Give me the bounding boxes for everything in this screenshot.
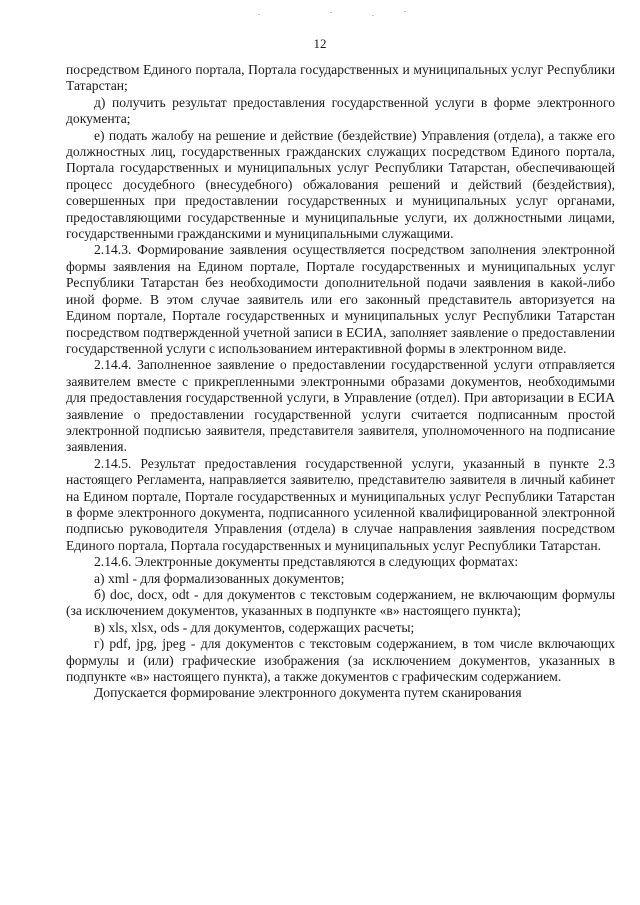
paragraph-continuation: посредством Единого портала, Портала государственных и муниципальных услуг Республики Татарстан;	[66, 62, 615, 94]
document-body	[66, 62, 615, 702]
format-item-v: в) xls, xlsx, ods - для документов, содержащих расчеты;	[94, 619, 415, 635]
paragraph-2-14-6: 2.14.6. Электронные документы представляются в следующих форматах:	[94, 554, 519, 570]
scan-artifact	[372, 15, 374, 16]
paragraph-scanning: Допускается формирование электронного документа путем сканирования	[94, 685, 522, 701]
scan-artifact	[330, 12, 332, 13]
paragraph-item-e: е) подать жалобу на решение и действие (бездействие) Управления (отдела), а также его должностных лиц, государственных гражданских служащих посредством Единого портала, Портала государственных и муниципальных услуг Республики Татарстан, обеспечивающей процесс досудебного (внесудебного) обжалования решений и действий (бездействия), совершенных при предоставлении государственных и муниципальных услуг органами, предоставляющими государственные и муниципальные услуги, их должностными лицами, государственными гражданскими и муниципальными служащими.	[66, 127, 615, 242]
paragraph-2-14-4: 2.14.4. Заполненное заявление о предоставлении государственной услуги отправляется заявителем вместе с прикрепленными электронными образами документов, необходимыми для предоставления государственной услуги, в Управление (отдел). При авторизации в ЕСИА заявление о предоставлении государственной услуги считается подписанным простой электронной подписью заявителя, представителя заявителя, уполномоченного на подписание заявления.	[66, 357, 615, 455]
paragraph-item-d: д) получить результат предоставления государственной услуги в форме электронного документа;	[66, 94, 615, 127]
format-item-g: г) pdf, jpg, jpeg - для документов с текстовым содержанием, в том числе включающих формулы и (или) графические изображения (за исключением документов, указанных в подпункте «в» настоящего пункта), а также документов с графическим содержанием.	[66, 636, 615, 685]
paragraph-2-14-5: 2.14.5. Результат предоставления государственной услуги, указанный в пункте 2.3 настоящего Регламента, направляется заявителю, представителю заявителя в личный кабинет на Едином портале, Портале государственных и муниципальных услуг Республики Татарстан в форме электронного документа, подписанного усиленной квалифицированной электронной подписью руководителя Управления (отдела) в случае направления заявления посредством Единого портала, Портала государственных и муниципальных услуг Республики Татарстан.	[66, 455, 615, 553]
format-item-b: б) doc, docx, odt - для документов с текстовым содержанием, не включающим формулы (за исключением документов, указанных в подпункте «в» настоящего пункта);	[66, 587, 615, 619]
format-item-a: а) xml - для формализованных документов;	[94, 570, 345, 586]
paragraph-2-14-3: 2.14.3. Формирование заявления осуществляется посредством заполнения электронной формы заявления на Едином портале, Портале государственных и муниципальных услуг Республики Татарстан без необходимости дополнительной подачи заявления в какой-либо иной форме. В этом случае заявитель или его законный представитель авторизуется на Едином портале, Портале государственных и муниципальных услуг Республики Татарстан посредством подтвержденной учетной записи в ЕСИА, заполняет заявление о предоставлении государственной услуги с использованием интерактивной формы в электронном виде.	[66, 242, 615, 356]
scan-artifact	[258, 14, 260, 15]
scan-artifact	[404, 11, 406, 12]
page-number: 12	[313, 36, 327, 51]
